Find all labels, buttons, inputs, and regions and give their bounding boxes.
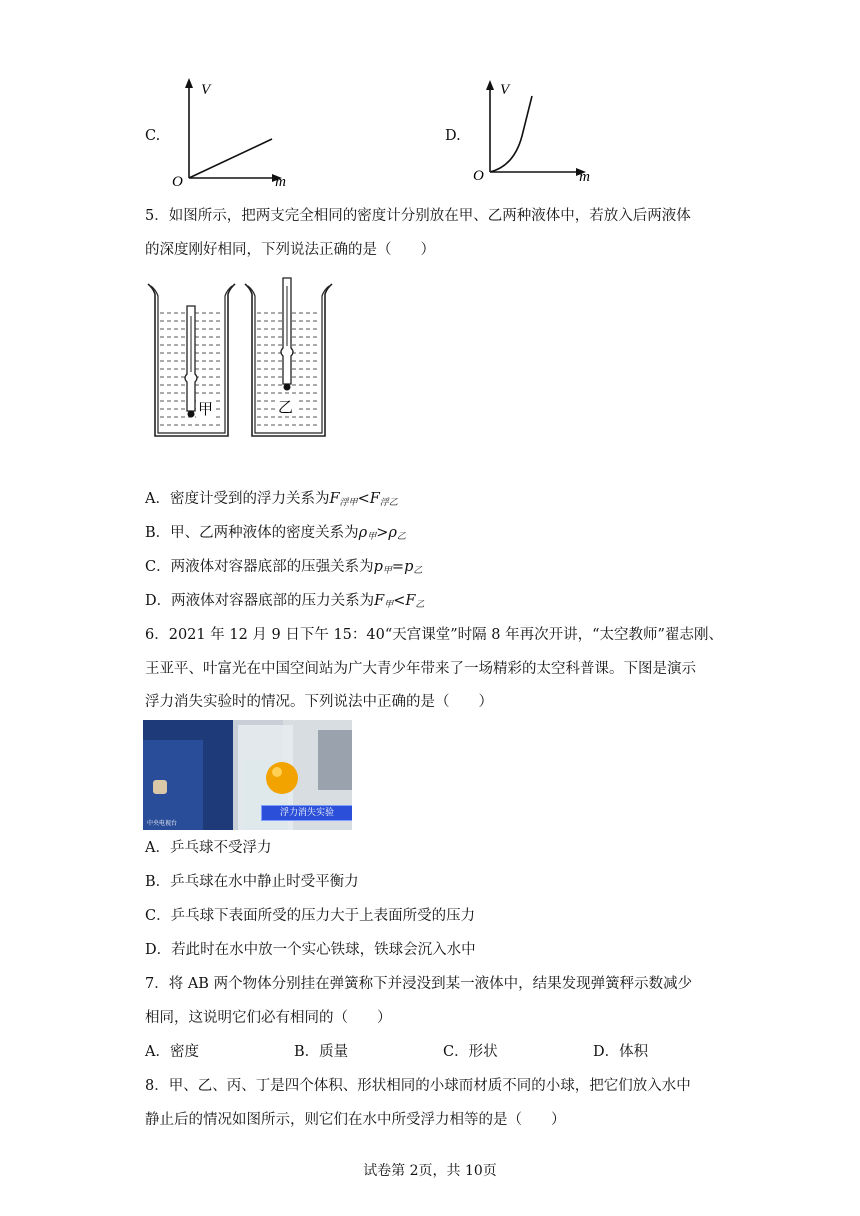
graph-c-x-label: m	[275, 174, 286, 190]
q7-stem-line2: 相同，这说明它们必有相同的（ ）	[145, 1010, 392, 1026]
option-d-label: D.	[445, 128, 461, 144]
graph-d-x-label: m	[579, 169, 590, 185]
beaker-jia	[148, 284, 235, 436]
q8-stem-line2: 静止后的情况如图所示，则它们在水中所受浮力相等的是（ ）	[145, 1112, 566, 1128]
ping-pong-ball	[266, 762, 298, 794]
hydrometer-figure	[145, 276, 345, 442]
graph-d	[470, 74, 595, 186]
q7-option-b: B．质量	[294, 1044, 349, 1060]
q7-option-c: C．形状	[443, 1044, 498, 1060]
graph-c	[168, 74, 288, 190]
graph-c-line	[189, 139, 272, 178]
q5-option-c: C．两液体对容器底部的压强关系为$p_甲=p_乙$	[145, 559, 423, 576]
photo-corner-logo: 中央电视台	[147, 820, 178, 827]
graph-d-y-label: V	[500, 82, 510, 98]
q6-option-b: B．乒乓球在水中静止时受平衡力	[145, 874, 359, 890]
space-experiment-photo	[143, 720, 352, 830]
graph-d-origin-label: O	[473, 168, 484, 184]
q6-stem-line2: 王亚平、叶富光在中国空间站为广大青少年带来了一场精彩的太空科普课。下图是演示	[145, 661, 696, 677]
option-c-label: C.	[145, 128, 161, 144]
q6-option-a: A．乒乓球不受浮力	[145, 840, 272, 856]
q5-option-a: A．密度计受到的浮力关系为$F_{浮甲}<F_{浮乙}$	[145, 491, 398, 508]
q6-stem-line1: 6．2021 年 12 月 9 日下午 15：40“天宫课堂”时隔 8 年再次开讲，“太空教师”翟志刚、	[145, 627, 723, 643]
q5-option-d: D．两液体对容器底部的压力关系为$F_甲<F_乙$	[145, 593, 425, 610]
label-jia: 甲	[198, 400, 214, 418]
q6-stem-line3: 浮力消失实验时的情况。下列说法中正确的是（ ）	[145, 694, 493, 710]
photo-caption-badge: 浮力消失实验	[261, 805, 352, 821]
page-footer: 试卷第 2页，共 10页	[363, 1163, 497, 1179]
beaker-yi	[245, 278, 332, 436]
q5-stem-line1: 5．如图所示，把两支完全相同的密度计分别放在甲、乙两种液体中，若放入后两液体	[145, 208, 691, 224]
q5-stem-line2: 的深度刚好相同，下列说法正确的是（ ）	[145, 242, 435, 258]
graph-c-origin-label: O	[172, 174, 183, 190]
q6-option-d: D．若此时在水中放一个实心铁球，铁球会沉入水中	[145, 942, 476, 958]
q7-stem-line1: 7．将 AB 两个物体分别挂在弹簧称下并浸没到某一液体中，结果发现弹簧秤示数减少	[145, 976, 693, 992]
q5-option-b: B．甲、乙两种液体的密度关系为$\rho_甲>\rho_乙$	[145, 525, 406, 542]
label-yi: 乙	[278, 398, 294, 416]
q7-option-a: A．密度	[145, 1044, 199, 1060]
graph-c-y-label: V	[201, 82, 211, 98]
q6-option-c: C．乒乓球下表面所受的压力大于上表面所受的压力	[145, 908, 476, 924]
graph-d-curve	[490, 96, 532, 172]
q7-option-d: D．体积	[593, 1044, 649, 1060]
q8-stem-line1: 8．甲、乙、丙、丁是四个体积、形状相同的小球而材质不同的小球，把它们放入水中	[145, 1078, 691, 1094]
